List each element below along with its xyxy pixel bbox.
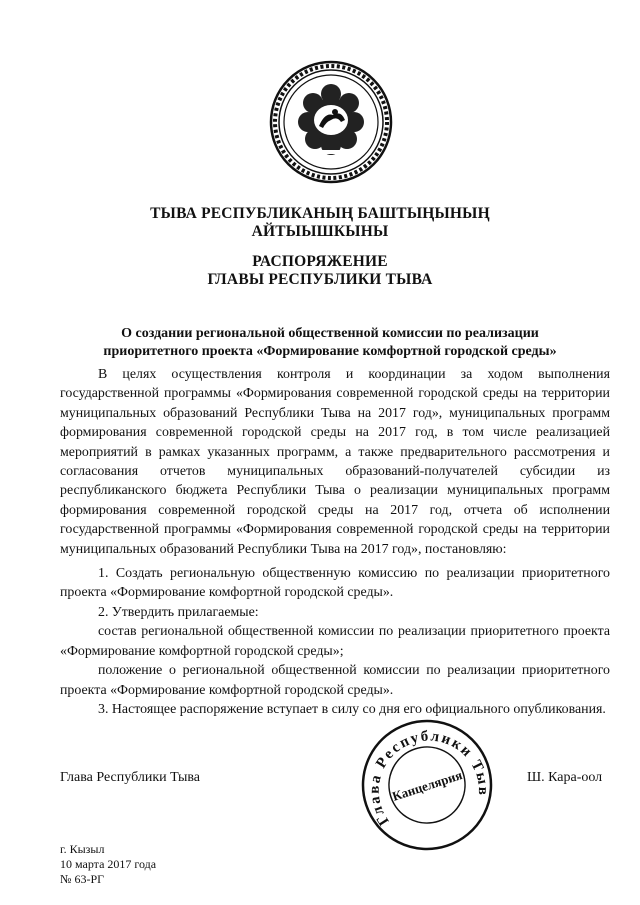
document-title-line1: О создании региональной общественной комиссии по реализации: [121, 326, 539, 341]
header-tuvan-line2: АЙТЫЫШКЫНЫ: [251, 223, 389, 240]
signature-name: Ш. Кара-оол: [527, 770, 603, 785]
item-2a-paragraph: состав региональной общественной комиссии по реализации приоритетного проекта «Формирование комфортной городской среды»;: [60, 624, 610, 659]
item-1-paragraph: 1. Создать региональную общественную комиссию по реализации приоритетного проекта «Формирование комфортной городской среды».: [60, 566, 610, 601]
footer-number: № 63-РГ: [60, 872, 105, 886]
stamp-outer-text: Глава Республики Тыва: [366, 728, 491, 829]
footer-city: г. Кызыл: [60, 842, 105, 856]
footer-date: 10 марта 2017 года: [60, 857, 157, 871]
document-body: [60, 365, 610, 719]
document-title-line2: приоритетного проекта «Формирование комфортной городской среды»: [103, 344, 557, 359]
document-footer: [60, 842, 156, 887]
preamble-paragraph: В целях осуществления контроля и координации за ходом выполнения государственной программы «Формирования современной городской среды на территории муниципальных образований Республики Тыва на 2017 год», муниципальных программ формирования современной городской среды на 2017 год, в том числе реализацией мероприятий в рамках указанных программ, а также предварительного рассмотрения и согласования отчетов муниципальных образований-получателей субсидии из республиканского бюджета Республики Тыва о реализации муниципальных программ формирования современной городской среды на 2017 год, отчета об исполнении государственной программы «Формирования современной городской среды на территории муниципальных образований Республики Тыва на 2017 год», постановляю:: [60, 367, 610, 557]
signature-position: Глава Республики Тыва: [60, 770, 201, 785]
stamp-inner-text: Канцелярия: [390, 767, 464, 804]
official-stamp: [358, 716, 496, 854]
header-doc-type: РАСПОРЯЖЕНИЕ: [252, 253, 388, 270]
header-authority: ГЛАВЫ РЕСПУБЛИКИ ТЫВА: [207, 271, 433, 288]
item-3-paragraph: 3. Настоящее распоряжение вступает в силу со дня его официального опубликования.: [98, 701, 606, 717]
item-2-paragraph: 2. Утвердить прилагаемые:: [98, 604, 259, 620]
item-2b-paragraph: положение о региональной общественной комиссии по реализации приоритетного проекта «Формирование комфортной городской среды».: [60, 663, 610, 698]
tuva-coat-of-arms-icon: [269, 60, 393, 184]
header-tuvan-line1: ТЫВА РЕСПУБЛИКАНЫҢ БАШТЫҢЫНЫҢ: [150, 205, 490, 222]
